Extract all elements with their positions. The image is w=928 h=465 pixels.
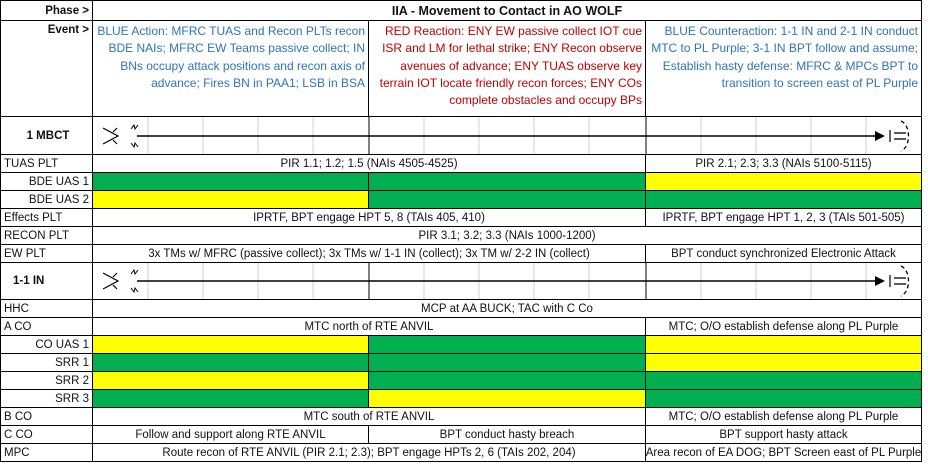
bde-uas-2-status-cell: [646, 191, 922, 209]
co-uas-1-status-cell: [369, 336, 646, 354]
tuas-plt-task-2: PIR 2.1; 2.3; 3.3 (NAIs 5100-5115): [646, 155, 922, 173]
a-co-task-2: MTC; O/O establish defense along PL Purple: [646, 318, 922, 336]
in-1-1-movement-track: [93, 263, 922, 300]
defense-position-icon: [93, 263, 922, 300]
effects-plt-task-1: IPRTF, BPT engage HPT 5, 8 (TAIs 405, 410): [93, 209, 646, 227]
srr-1-status-cell: [93, 354, 369, 372]
bde-uas-2-status-cell: [93, 191, 369, 209]
co-uas-1-status-cell: [646, 336, 922, 354]
unit-label-ew-plt: EW PLT: [0, 245, 93, 263]
unit-label-srr-1: SRR 1: [0, 354, 93, 372]
bde-uas-1-status-cell: [646, 173, 922, 191]
ew-plt-task-1: 3x TMs w/ MFRC (passive collect); 3x TMs w/ 1-1 IN (collect); 3x TM w/ 2-2 IN (collect): [93, 245, 646, 263]
co-uas-1-status-cell: [93, 336, 369, 354]
b-co-task-1: MTC south of RTE ANVIL: [93, 408, 646, 426]
c-co-task-2: BPT conduct hasty breach: [369, 426, 646, 444]
srr-2-status-cell: [646, 372, 922, 390]
unit-label-recon-plt: RECON PLT: [0, 227, 93, 245]
hhc-task: MCP at AA BUCK; TAC with C Co: [93, 300, 922, 318]
blue-action-event: BLUE Action: MFRC TUAS and Recon PLTs recon BDE NAIs; MFRC EW Teams passive collect; IN BNs occupy attack positions and recon axis of advance; Fires BN in PAA1; LSB in BSA: [93, 21, 369, 117]
unit-label-srr-3: SRR 3: [0, 390, 93, 408]
blue-counteraction-event: BLUE Counteraction: 1-1 IN and 2-1 IN conduct MTC to PL Purple; 3-1 IN BPT follow and assume; Establish hasty defense: MFRC & MPCs BPT to transition to screen east of PL Purple: [646, 21, 922, 117]
red-reaction-event: RED Reaction: ENY EW passive collect IOT cue ISR and LM for lethal strike; ENY Recon observe avenues of advance; ENY TUAS observe key terrain IOT locate friendly recon forces; ENY COs complete obstacles and occupy BPs: [369, 21, 646, 117]
unit-label-b-co: B CO: [0, 408, 93, 426]
mbct-movement-track: [93, 117, 922, 155]
b-co-task-2: MTC; O/O establish defense along PL Purple: [646, 408, 922, 426]
unit-label-hhc: HHC: [0, 300, 93, 318]
srr-3-status-cell: [369, 390, 646, 408]
unit-label-srr-2: SRR 2: [0, 372, 93, 390]
a-co-task-1: MTC north of RTE ANVIL: [93, 318, 646, 336]
tuas-plt-task-1: PIR 1.1; 1.2; 1.5 (NAIs 4505-4525): [93, 155, 646, 173]
srr-2-status-cell: [369, 372, 646, 390]
phase-label: Phase >: [0, 0, 93, 21]
recon-plt-task: PIR 3.1; 3.2; 3.3 (NAIs 1000-1200): [93, 227, 922, 245]
srr-3-status-cell: [93, 390, 369, 408]
c-co-task-3: BPT support hasty attack: [646, 426, 922, 444]
bde-uas-1-status-cell: [369, 173, 646, 191]
mpc-task-1: Route recon of RTE ANVIL (PIR 2.1; 2.3); BPT engage HPTs 2, 6 (TAIs 202, 204): [93, 444, 646, 462]
srr-2-status-cell: [93, 372, 369, 390]
unit-label-c-co: C CO: [0, 426, 93, 444]
srr-1-status-cell: [646, 354, 922, 372]
mpc-task-2: Area recon of EA DOG; BPT Screen east of PL Purple: [646, 444, 922, 462]
unit-label-effects-plt: Effects PLT: [0, 209, 93, 227]
unit-label-a-co: A CO: [0, 318, 93, 336]
unit-label-tuas-plt: TUAS PLT: [0, 155, 93, 173]
bde-uas-2-status-cell: [369, 191, 646, 209]
c-co-task-1: Follow and support along RTE ANVIL: [93, 426, 369, 444]
unit-label-1-1-in: 1-1 IN: [0, 263, 93, 300]
event-label: Event >: [0, 21, 93, 117]
srr-1-status-cell: [369, 354, 646, 372]
unit-label-bde-uas-2: BDE UAS 2: [0, 191, 93, 209]
unit-label-bde-uas-1: BDE UAS 1: [0, 173, 93, 191]
defense-position-icon: [93, 117, 922, 155]
unit-label-co-uas-1: CO UAS 1: [0, 336, 93, 354]
srr-3-status-cell: [646, 390, 922, 408]
unit-label-mpc: MPC: [0, 444, 93, 462]
ew-plt-task-2: BPT conduct synchronized Electronic Attack: [646, 245, 922, 263]
phase-title: IIA - Movement to Contact in AO WOLF: [93, 0, 922, 21]
unit-label-1-mbct: 1 MBCT: [0, 117, 93, 155]
bde-uas-1-status-cell: [93, 173, 369, 191]
effects-plt-task-2: IPRTF, BPT engage HPT 1, 2, 3 (TAIs 501-505): [646, 209, 922, 227]
